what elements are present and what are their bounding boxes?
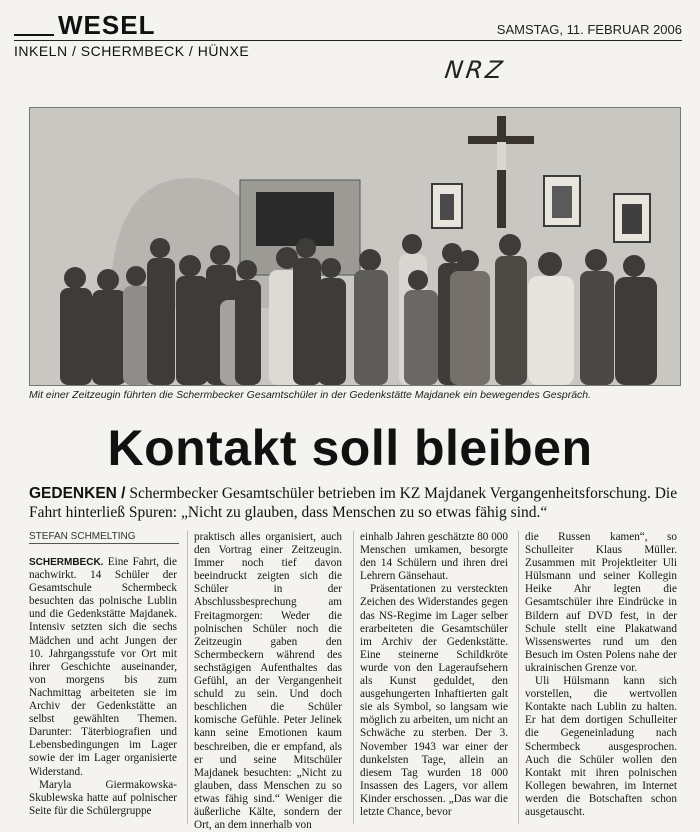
group-photo-illustration — [30, 108, 680, 385]
photo-caption: Mit einer Zeitzeugin führten die Schermbecker Gesamtschüler in der Gedenkstätte Majdanek ein bewegendes Gespräch. — [29, 389, 592, 401]
section-title: WESEL — [14, 12, 155, 38]
paragraph: praktisch alles organisiert, auch den Vortrag einer Zeitzeugin. Immer noch tief davon beeindruckt zeigten sich die Schüler in der Abschlussbesprechung am Freitagmorgen: Weder die polnischen Schüler noch die Zeitzeugin gaben den Schermbeckern während des sechstägigen Aufenthaltes das Gefühl, an der Vergangenheit schuld zu sein. Und doch beschlichen die Schüler komische Gefühle. Peter Jelinek kann seine Emotionen kaum beschreiben, die er empfand, als er und seine Mitschüler Majdanek besuchten: „Nicht zu glauben, dass Menschen zu so etwas fähig sind.“ Weniger die äußerliche Kälte, sondern der Ort, an dem innerhalb von — [194, 531, 342, 832]
article-dek-text: Schermbecker Gesamtschüler betrieben im KZ Majdanek Vergangenheitsforschung. Die Fahrt hinterließ Spuren: „Nicht zu glauben, dass Menschen zu so etwas fähig sind.“ — [29, 485, 678, 521]
article-column-1 — [29, 556, 177, 824]
article-kicker: GEDENKEN / — [29, 485, 126, 502]
issue-date: SAMSTAG, 11. FEBRUAR 2006 — [496, 22, 682, 37]
article-dek — [29, 484, 679, 522]
subsection-title: INKELN / SCHERMBECK / HÜNXE — [14, 43, 250, 59]
paragraph-text: Eine Fahrt, die nachwirkt. 14 Schüler der Gesamtschule Schermbeck besuchten das polnische Lublin und die Gedenkstätte Majdanek. Intensiv setzten sich die sechs Mädchen und acht Jungen der 10. Jahrgangsstufe vor Ort mit ihrer Geschichte auseinander, von morgens bis zum Nachmittag arbeiteten sie im Archiv der Gedenkstätte an selbst gewählten Themen. Darunter: Täterbiografien und Lebensbedingungen im Lager sowie der im Lager organisierte Widerstand. — [29, 556, 177, 778]
paragraph: Maryla Giermakowska-Skublewska hatte auf polnischer Seite für die Schülergruppe — [29, 778, 177, 817]
article-column-3 — [360, 531, 508, 824]
paragraph: Präsentationen zu versteckten Zeichen des Widerstandes gegen das NS-Regime im Lager selber erarbeiteten die Gesamtschüler im Archiv der Gedenkstätte. Eine steinerne Schildkröte wurde von den Lageraufsehern als Kunst geduldet, den ausgehungerten Inhaftierten galt sie als Symbol, so langsam wie möglich zu arbeiten, um nicht an Schwäche zu sterben. Der 3. November 1943 war einer der dunkelsten Tage, allein an diesem Tag wurden 18 000 Insassen des Lagers, vor allem Kinder erschossen. „Das war die letzte Chance, bevor — [360, 583, 508, 818]
header-rule — [14, 40, 682, 41]
article-byline: STEFAN SCHMELTING — [29, 531, 179, 544]
paragraph: Uli Hülsmann kann sich vorstellen, die wertvollen Kontakte nach Lublin zu halten. Er hat dem dortigen Schulleiter die Gegeneinladung nach Schermbeck ausgesprochen. Auch die Schüler wollen den Kontakt mit ihren polnischen Kollegen bewahren, im Internet werden die Botschaften schon ausgetauscht. — [525, 675, 677, 818]
group-photo — [29, 107, 681, 386]
handwritten-note: NRZ — [443, 56, 508, 84]
article-column-4 — [525, 531, 677, 824]
article-headline: Kontakt soll bleiben — [107, 420, 593, 476]
column-rule — [187, 531, 188, 824]
column-rule — [518, 531, 519, 824]
paragraph: einhalb Jahren geschätzte 80 000 Menschen umkamen, besorgte den 14 Schülern und ihren drei Lehrern Gänsehaut. — [360, 531, 508, 583]
column-rule — [353, 531, 354, 824]
article-column-2 — [194, 531, 342, 832]
paragraph: die Russen kamen“, so Schulleiter Klaus Müller. Zusammen mit Projektleiter Uli Hülsmann und seiner Kollegin Heike Ahr legten die Gesamtschüler ihre Eindrücke in Bildern auf DVD fest, in der Schule stellt eine Plakatwand Wissenswertes rund um den Besuch im Osten Polens nahe der ukrainischen Grenze vor. — [525, 531, 677, 674]
dateline: SCHERMBECK. — [29, 557, 104, 568]
paragraph — [29, 556, 177, 779]
